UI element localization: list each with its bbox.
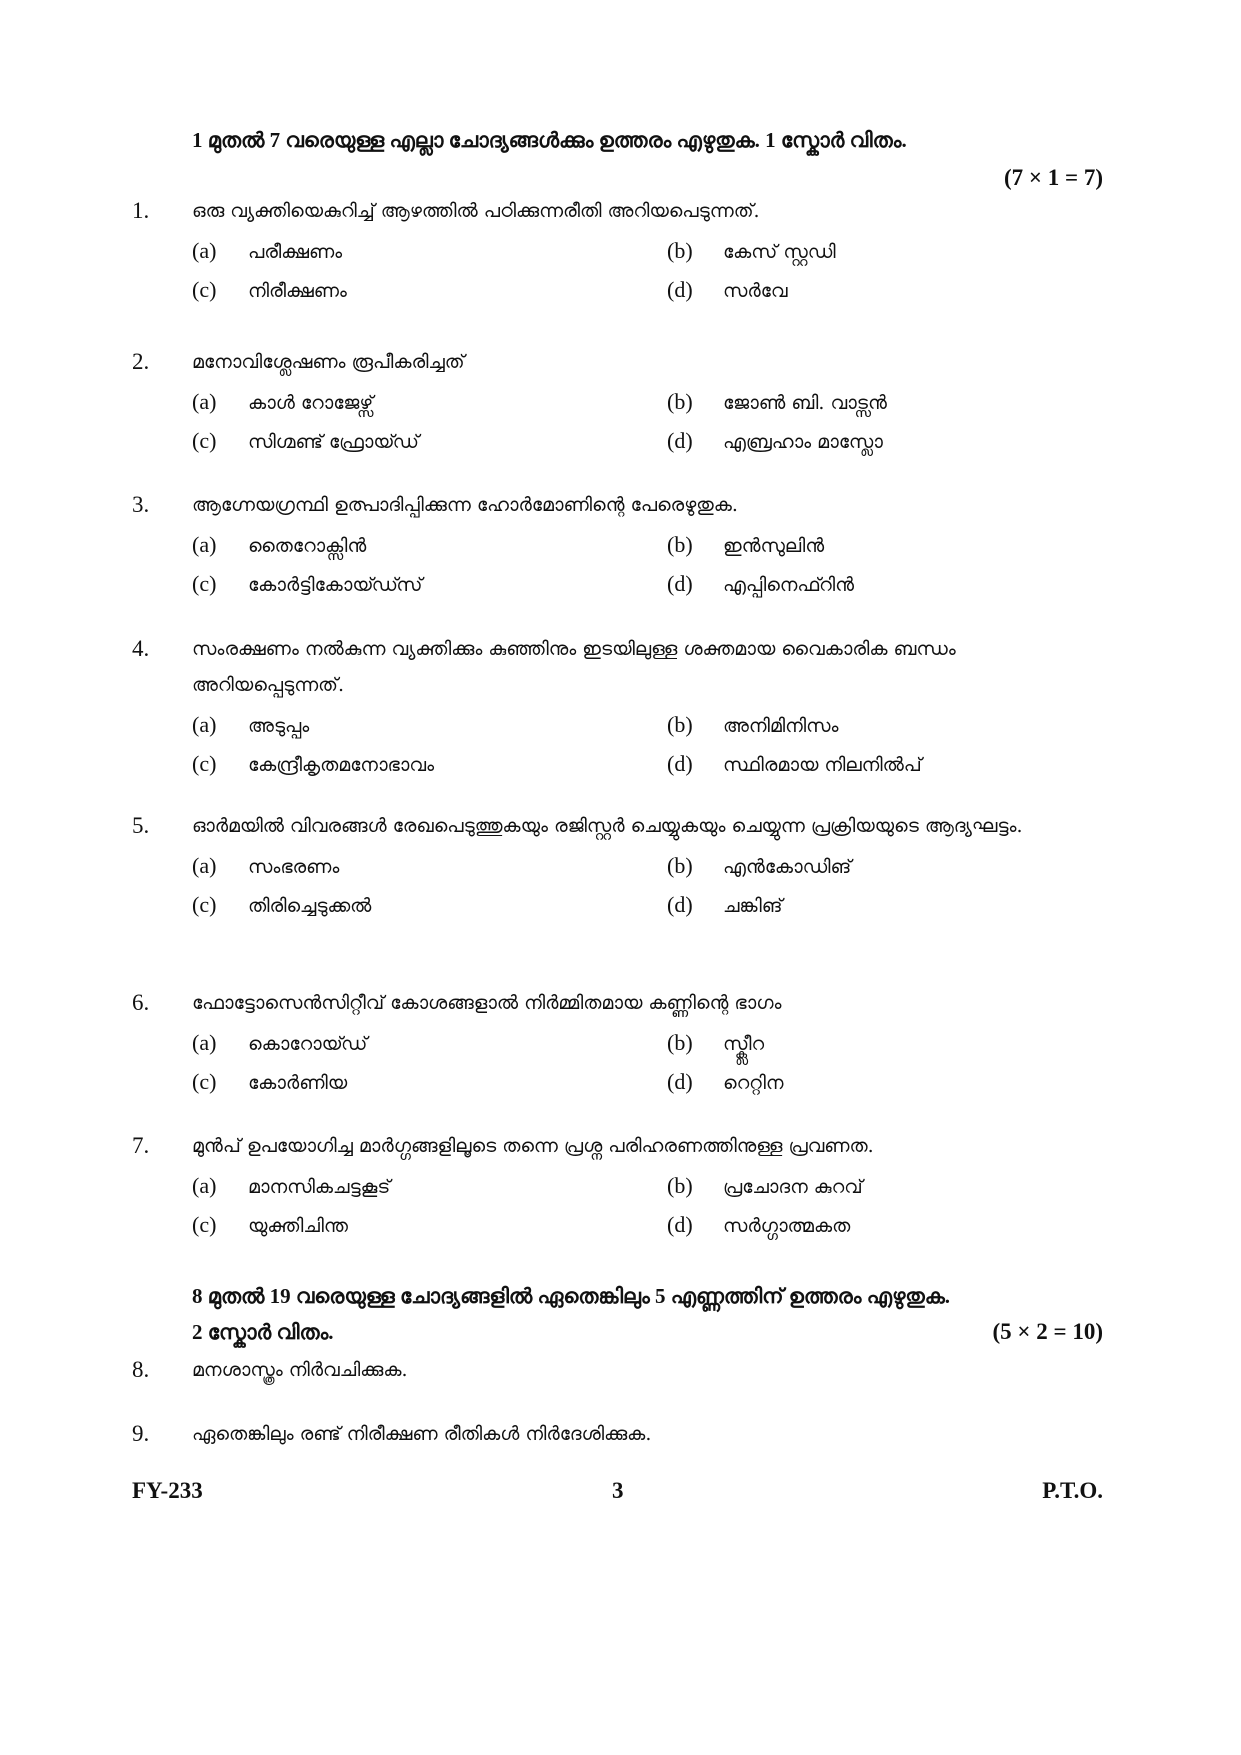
- question-text: ഓർമയിൽ വിവരങ്ങൾ രേഖപെടുത്തുകയും രജിസ്റ്റർ ചെയ്യുകയും ചെയ്യുന്ന പ്രക്രിയയുടെ ആദ്യഘട്ടം.: [192, 815, 1023, 837]
- question-number: 1.: [132, 198, 150, 223]
- option-text: എബ്രഹാം മാസ്ലോ: [723, 431, 883, 453]
- option-d: [667, 887, 1067, 924]
- option-a: [192, 384, 667, 421]
- option-c: [192, 566, 667, 603]
- section-a-marks: (7 × 1 = 7): [1003, 165, 1103, 190]
- section-b-marks: (5 × 2 = 10): [992, 1319, 1103, 1344]
- option-label: (c): [192, 428, 217, 453]
- option-text: കൊറോയ്ഡ്: [248, 1033, 368, 1055]
- option-label: (d): [667, 571, 693, 596]
- section-b-instruction-line2: 2 സ്കോർ വിതം.: [192, 1320, 334, 1344]
- question-text: ഏതെങ്കിലും രണ്ട് നിരീക്ഷണ രീതികൾ നിർദേശിക്കുക.: [192, 1423, 652, 1445]
- option-label: (d): [667, 277, 693, 302]
- options-grid: [192, 233, 1112, 309]
- option-d: [667, 1207, 1067, 1244]
- option-b: [667, 527, 1067, 564]
- option-label: (d): [667, 1212, 693, 1237]
- option-label: (a): [192, 1030, 217, 1055]
- question-number: 3.: [132, 492, 150, 517]
- option-text: യുക്തിചിന്ത: [248, 1215, 348, 1237]
- option-text: സംഭരണം: [248, 856, 340, 878]
- footer-page-number: 3: [612, 1478, 624, 1503]
- question-2: [132, 344, 1112, 460]
- question-9: [132, 1416, 1112, 1452]
- option-d: [667, 423, 1067, 460]
- footer-code: FY-233: [132, 1478, 203, 1503]
- option-b: [667, 1025, 1067, 1062]
- option-label: (d): [667, 751, 693, 776]
- option-c: [192, 1064, 667, 1101]
- section-b-instruction: [192, 1278, 1102, 1350]
- option-label: (b): [667, 532, 693, 557]
- option-label: (a): [192, 532, 217, 557]
- option-text: ഇൻസുലിൻ: [723, 535, 825, 557]
- option-label: (c): [192, 1069, 217, 1094]
- option-label: (b): [667, 389, 693, 414]
- question-text: മനോവിശ്ലേഷണം രൂപീകരിച്ചത്: [192, 351, 465, 373]
- option-label: (d): [667, 428, 693, 453]
- options-grid: [192, 1168, 1112, 1244]
- option-text: തൈറോക്സിൻ: [248, 535, 367, 557]
- option-label: (a): [192, 389, 217, 414]
- option-label: (c): [192, 751, 217, 776]
- section-b-instruction-line1: 8 മുതൽ 19 വരെയുള്ള ചോദ്യങ്ങളിൽ ഏതെങ്കിലും 5 എണ്ണത്തിന് ഉത്തരം എഴുതുക.: [192, 1284, 951, 1308]
- option-b: [667, 707, 1067, 744]
- option-c: [192, 272, 667, 309]
- option-label: (a): [192, 238, 217, 263]
- question-text: ആഗ്നേയഗ്രന്ഥി ഉത്പാദിപ്പിക്കുന്ന ഹോർമോണിന്റെ പേരെഴുതുക.: [192, 494, 738, 516]
- option-text: സ്ഥിരമായ നിലനിൽപ്: [723, 754, 922, 776]
- option-text: അനിമിനിസം: [723, 715, 839, 737]
- option-label: (a): [192, 853, 217, 878]
- question-text: സംരക്ഷണം നൽകുന്ന വ്യക്തിക്കും കുഞ്ഞിനും ഇടയിലുള്ള ശക്തമായ വൈകാരിക ബന്ധം അറിയപ്പെടുന്നത്.: [192, 638, 956, 696]
- options-grid: [192, 527, 1112, 603]
- option-d: [667, 746, 1067, 783]
- option-b: [667, 233, 1067, 270]
- option-label: (c): [192, 571, 217, 596]
- option-text: എപ്പിനെഫ്റിൻ: [723, 574, 854, 596]
- option-text: പ്രചോദന കുറവ്: [723, 1176, 863, 1198]
- option-c: [192, 746, 667, 783]
- question-6: [132, 985, 1112, 1101]
- option-text: കോർണിയ: [248, 1072, 348, 1094]
- option-b: [667, 384, 1067, 421]
- options-grid: [192, 707, 1112, 783]
- option-d: [667, 566, 1067, 603]
- question-text: മുൻപ് ഉപയോഗിച്ച മാർഗ്ഗങ്ങളിലൂടെ തന്നെ പ്രശ്ന പരിഹരണത്തിനുള്ള പ്രവണത.: [192, 1135, 874, 1157]
- section-a-instruction: 1 മുതൽ 7 വരെയുള്ള എല്ലാ ചോദ്യങ്ങൾക്കും ഉത്തരം എഴുതുക. 1 സ്കോർ വിതം.: [192, 128, 907, 152]
- option-a: [192, 1168, 667, 1205]
- option-a: [192, 848, 667, 885]
- option-text: സർവേ: [723, 280, 788, 302]
- question-5: [132, 808, 1112, 924]
- options-grid: [192, 848, 1112, 924]
- question-number: 5.: [132, 813, 150, 838]
- option-text: കേസ് സ്റ്റഡി: [723, 241, 836, 263]
- option-c: [192, 423, 667, 460]
- option-a: [192, 1025, 667, 1062]
- question-8: [132, 1352, 1112, 1388]
- option-text: നിരീക്ഷണം: [248, 280, 347, 302]
- option-a: [192, 233, 667, 270]
- option-text: അടുപ്പം: [248, 715, 310, 737]
- question-number: 7.: [132, 1133, 150, 1158]
- option-label: (d): [667, 1069, 693, 1094]
- option-label: (a): [192, 1173, 217, 1198]
- option-text: റെറ്റിന: [723, 1072, 784, 1094]
- option-label: (c): [192, 892, 217, 917]
- question-1: [132, 193, 1112, 309]
- option-label: (b): [667, 1030, 693, 1055]
- option-text: സർഗ്ഗാത്മകത: [723, 1215, 851, 1237]
- option-label: (b): [667, 853, 693, 878]
- question-text: മനശാസ്ത്രം നിർവചിക്കുക.: [192, 1359, 408, 1381]
- option-b: [667, 1168, 1067, 1205]
- option-c: [192, 1207, 667, 1244]
- option-d: [667, 272, 1067, 309]
- option-b: [667, 848, 1067, 885]
- question-7: [132, 1128, 1112, 1244]
- options-grid: [192, 1025, 1112, 1101]
- option-text: കോർട്ടികോയ്ഡ്സ്: [248, 574, 423, 596]
- option-text: തിരിച്ചെടുക്കൽ: [248, 895, 372, 917]
- option-text: സ്ക്ലീറ: [723, 1033, 765, 1055]
- option-d: [667, 1064, 1067, 1101]
- question-number: 4.: [132, 636, 150, 661]
- option-label: (d): [667, 892, 693, 917]
- question-number: 2.: [132, 349, 150, 374]
- option-text: എൻകോഡിങ്: [723, 856, 852, 878]
- question-3: [132, 487, 1112, 603]
- question-text: ഒരു വ്യക്തിയെകുറിച്ച് ആഴത്തിൽ പഠിക്കുന്നരീതി അറിയപെടുന്നത്.: [192, 200, 760, 222]
- question-number: 6.: [132, 990, 150, 1015]
- option-label: (b): [667, 1173, 693, 1198]
- question-number: 8.: [132, 1357, 150, 1382]
- option-label: (a): [192, 712, 217, 737]
- option-text: ചങ്കിങ്: [723, 895, 783, 917]
- option-c: [192, 887, 667, 924]
- footer-pto: P.T.O.: [1042, 1478, 1103, 1503]
- option-a: [192, 707, 667, 744]
- option-label: (c): [192, 277, 217, 302]
- options-grid: [192, 384, 1112, 460]
- option-label: (c): [192, 1212, 217, 1237]
- option-text: സിഗ്മണ്ട് ഫ്രോയ്ഡ്: [248, 431, 420, 453]
- option-a: [192, 527, 667, 564]
- question-4: [132, 631, 1112, 783]
- question-text: ഫോട്ടോസെൻസിറ്റീവ് കോശങ്ങളാൽ നിർമ്മിതമായ കണ്ണിന്റെ ഭാഗം: [192, 992, 782, 1014]
- option-text: ജോൺ ബി. വാട്സൻ: [723, 392, 887, 414]
- option-text: കേന്ദ്രീകൃതമനോഭാവം: [248, 754, 435, 776]
- question-number: 9.: [132, 1421, 150, 1446]
- option-label: (b): [667, 712, 693, 737]
- option-text: മാനസികചട്ടകൂട്: [248, 1176, 391, 1198]
- option-label: (b): [667, 238, 693, 263]
- option-text: പരീക്ഷണം: [248, 241, 343, 263]
- option-text: കാൾ റോജേഴ്സ്: [248, 392, 374, 414]
